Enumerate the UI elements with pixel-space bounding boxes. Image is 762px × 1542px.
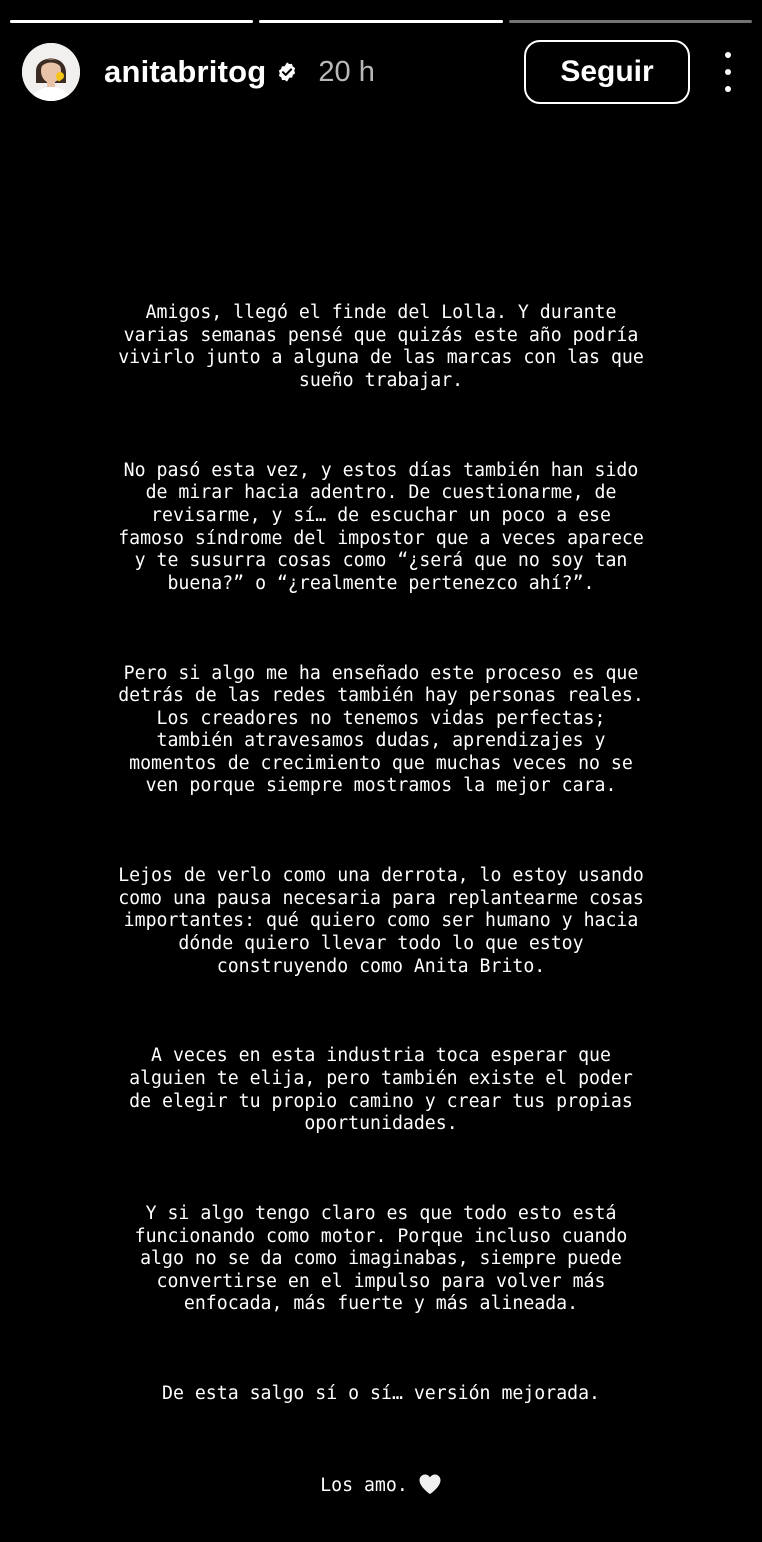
story-paragraph: Pero si algo me ha enseñado este proceso es que detrás de las redes también hay personas reales. Los creadores no tenemos vidas perfectas; también atravesamos dudas, aprendizajes y momentos de crecimiento que muchas veces no se ven porque siempre mostramos la mejor cara. (118, 662, 644, 797)
white-heart-icon (418, 1473, 442, 1495)
verified-badge-icon (276, 61, 298, 83)
story-progress-fill (10, 20, 253, 23)
more-dot (725, 69, 731, 75)
more-dot (725, 86, 731, 92)
post-time: 20 h (318, 55, 375, 88)
story-progress-segment (10, 20, 253, 23)
profile-avatar[interactable] (22, 43, 80, 101)
story-progress-segment (259, 20, 502, 23)
story-header (22, 40, 740, 104)
story-paragraph: No pasó esta vez, y estos días también han sido de mirar hacia adentro. De cuestionarme, de revisarme, y sí… de escuchar un poco a ese famoso síndrome del impostor que a veces aparece y te susurra cosas como “¿será que no soy tan buena?” o “¿realmente pertenezco ahí?”. (118, 459, 644, 594)
username[interactable]: anitabritog (104, 54, 267, 89)
story-text (40, 257, 722, 1542)
more-vertical-icon[interactable] (722, 52, 734, 92)
follow-button[interactable]: Seguir (524, 40, 690, 104)
more-dot (725, 52, 731, 58)
story-paragraph: A veces en esta industria toca esperar que alguien te elija, pero también existe el poder de elegir tu propio camino y crear tus propias oportunidades. (129, 1045, 633, 1135)
story-progress-segment (509, 20, 752, 23)
avatar-image (22, 43, 80, 101)
story-progress-bar (10, 20, 752, 24)
story-paragraph: Amigos, llegó el finde del Lolla. Y durante varias semanas pensé que quizás este año podría vivirlo junto a alguna de las marcas con las que sueño trabajar. (118, 302, 644, 391)
story-closing-line (40, 1473, 722, 1498)
story-paragraph: Lejos de verlo como una derrota, lo estoy usando como una pausa necesaria para replantearme cosas importantes: qué quiero como ser humano y hacia dónde quiero llevar todo lo que estoy construyendo como Anita Brito. (118, 865, 644, 977)
closing-text: Los amo. (320, 1474, 408, 1496)
story-paragraph: De esta salgo sí o sí… versión mejorada. (162, 1383, 600, 1405)
story-progress-fill (259, 20, 502, 23)
story-paragraph: Y si algo tengo claro es que todo esto está funcionando como motor. Porque incluso cuando algo no se da como imaginabas, siempre puede convertirse en el impulso para volver más enfocada, más fuerte y más alineada. (134, 1202, 628, 1315)
